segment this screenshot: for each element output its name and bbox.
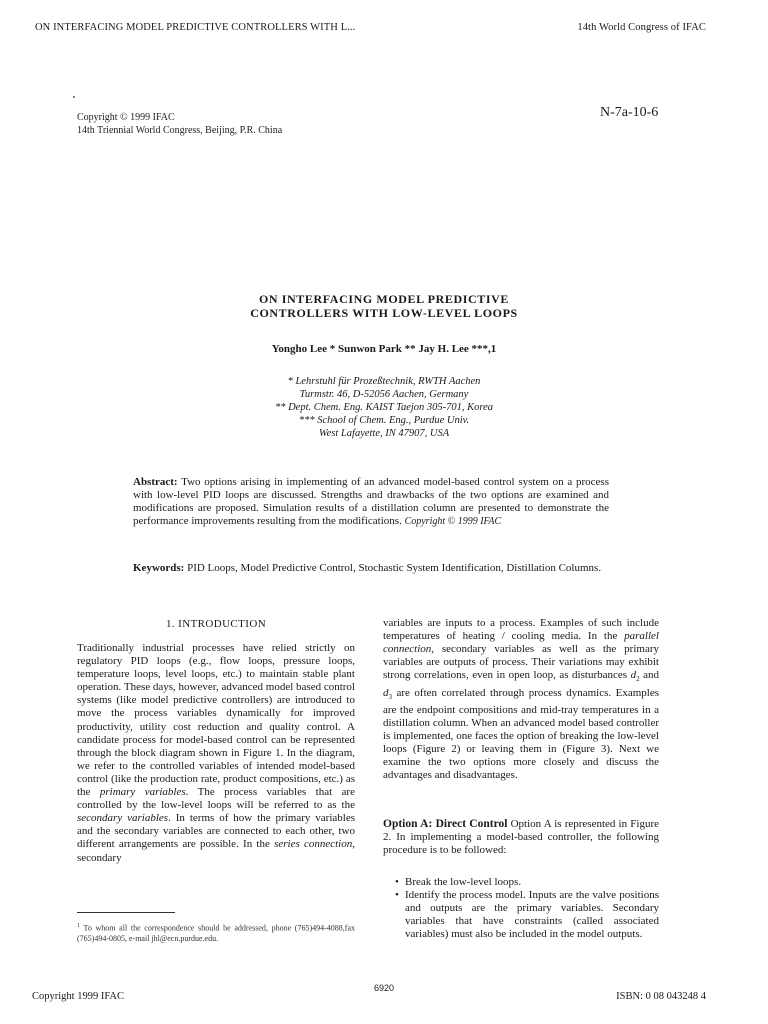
title-line-1: ON INTERFACING MODEL PREDICTIVE (258, 292, 510, 306)
intro-text: Traditionally industrial processes have relied strictly on regulatory PID loops (e.g., flow loops, pressure loops, temperature loops, level loops, etc.) to maintain stable plant operation. These days, however, advanced model based control systems (like model predictive controllers) are introduced to move the process variables dynamically for improved productivity, utility cost reduction and quality control. A candidate process for model-based control can be represented through the block diagram shown in Figure 1. In the diagram, we refer to the controlled variables of intended model-based control (like the production rate, product compositions, etc.) as the (77, 642, 355, 799)
list-item-text: Break the low-level loops. (405, 876, 522, 888)
term-parallel-connection: parallel connection (383, 630, 659, 656)
term-series-connection: series connection (274, 838, 353, 851)
option-a-paragraph (383, 818, 659, 857)
keywords-text: PID Loops, Model Predictive Control, Stochastic System Identification, Distillation Columns. (184, 562, 602, 574)
list-item-text: Identify the process model. Inputs are the valve positions and outputs are the primary variables. Secondary variables that have constraints (called associated variables) must also be included in the model outputs. (405, 889, 659, 941)
footer-isbn: ISBN: 0 08 043248 4 (616, 991, 706, 1002)
body-text: and (639, 669, 659, 682)
affiliation-line: ** Dept. Chem. Eng. KAIST Taejon 305-701, Korea (274, 402, 494, 413)
authors: Yongho Lee * Sunwon Park ** Jay H. Lee ***,1 (271, 343, 497, 355)
front-congress: 14th Triennial World Congress, Beijing, P.R. China (77, 125, 283, 136)
affiliation-line: *** School of Chem. Eng., Purdue Univ. (298, 415, 470, 426)
symbol-d3: d (383, 686, 389, 699)
running-header-title: ON INTERFACING MODEL PREDICTIVE CONTROLLERS WITH L... (35, 22, 356, 33)
footer-copyright: Copyright 1999 IFAC (32, 991, 124, 1002)
abstract-label: Abstract: (133, 476, 178, 488)
option-a-text: Option A is represented in Figure 2. In implementing a model-based controller, the following procedure is to be followed: (383, 818, 659, 857)
symbol-d2: d (630, 669, 637, 682)
right-column-paragraph (383, 617, 659, 783)
section-heading-introduction: 1. INTRODUCTION (165, 618, 267, 630)
paper-title (0, 292, 768, 320)
affiliations (0, 375, 768, 440)
abstract-text: Two options arising in implementing of an advanced model-based control system on a process with low-level PID loops are discussed. Strengths and drawbacks of the two options are examined and modifications are proposed. Simulation results of a distillation column are presented to demonstrate the performance improvements resulting from the modifications. (133, 476, 609, 527)
abstract (133, 476, 609, 528)
intro-text: . The process variables that are controlled by the low-level loops will be referred to as the (77, 786, 355, 812)
bullet-icon: • (395, 889, 399, 902)
body-text: variables are inputs to a process. Examples of such include temperatures of heating / cooling media. In the (383, 617, 659, 643)
intro-text: , secondary (77, 838, 355, 864)
option-a-heading: Option A: Direct Control (383, 818, 508, 830)
body-text: are often correlated through process dynamics. Examples are the endpoint compositions and mid-tray temperatures in a distillation column. When an advanced model based controller is implemented, one faces the option of breaking the low-level loops (Figure 2) or leaving them in (Figure 3). Next we examine the two options more closely and discuss the advantages and disadvantages. (383, 686, 659, 782)
procedure-list (380, 876, 659, 941)
intro-paragraph (77, 642, 355, 865)
bullet-icon: • (395, 876, 399, 888)
paper-id: N-7a-10-6 (600, 105, 659, 120)
keywords (133, 562, 611, 575)
footnote-text: To whom all the correspondence should be addressed, phone (765)494-4088,fax (765)494-0805, e-mail jhl@ecn.purdue.edu. (77, 923, 355, 944)
page-number: 6920 (373, 983, 395, 993)
footnote-mark: 1 (77, 923, 80, 929)
symbol-d2-subscript: 2 (636, 675, 640, 684)
affiliation-line: * Lehrstuhl für Prozeßtechnik, RWTH Aachen (287, 376, 481, 387)
front-copyright: Copyright © 1999 IFAC (77, 112, 175, 123)
term-secondary-variables: secondary variables (77, 812, 169, 825)
body-text: , secondary variables as well as the primary variables are outputs of process. Their variations may exhibit strong correlations, even in open loop, as disturbances (383, 643, 659, 682)
list-item (380, 876, 659, 889)
keywords-label: Keywords: (133, 562, 185, 574)
affiliation-line: Turmstr. 46, D-52056 Aachen, Germany (299, 389, 469, 400)
intro-text: . In terms of how the primary variables and the secondary variables are connected to each other, two different arrangements are possible. In the (77, 812, 355, 851)
term-primary-variables: primary variables (99, 786, 186, 799)
running-header-venue: 14th World Congress of IFAC (577, 22, 706, 33)
title-line-2: CONTROLLERS WITH LOW-LEVEL LOOPS (250, 306, 518, 320)
footnote (77, 921, 355, 945)
affiliation-line: West Lafayette, IN 47907, USA (318, 428, 450, 439)
list-item (380, 889, 659, 941)
front-copyright-block (77, 111, 282, 137)
footnote-rule (77, 912, 175, 913)
scan-speck (73, 96, 75, 98)
symbol-d3-subscript: 3 (388, 692, 392, 701)
abstract-copyright: Copyright © 1999 IFAC (404, 516, 502, 527)
